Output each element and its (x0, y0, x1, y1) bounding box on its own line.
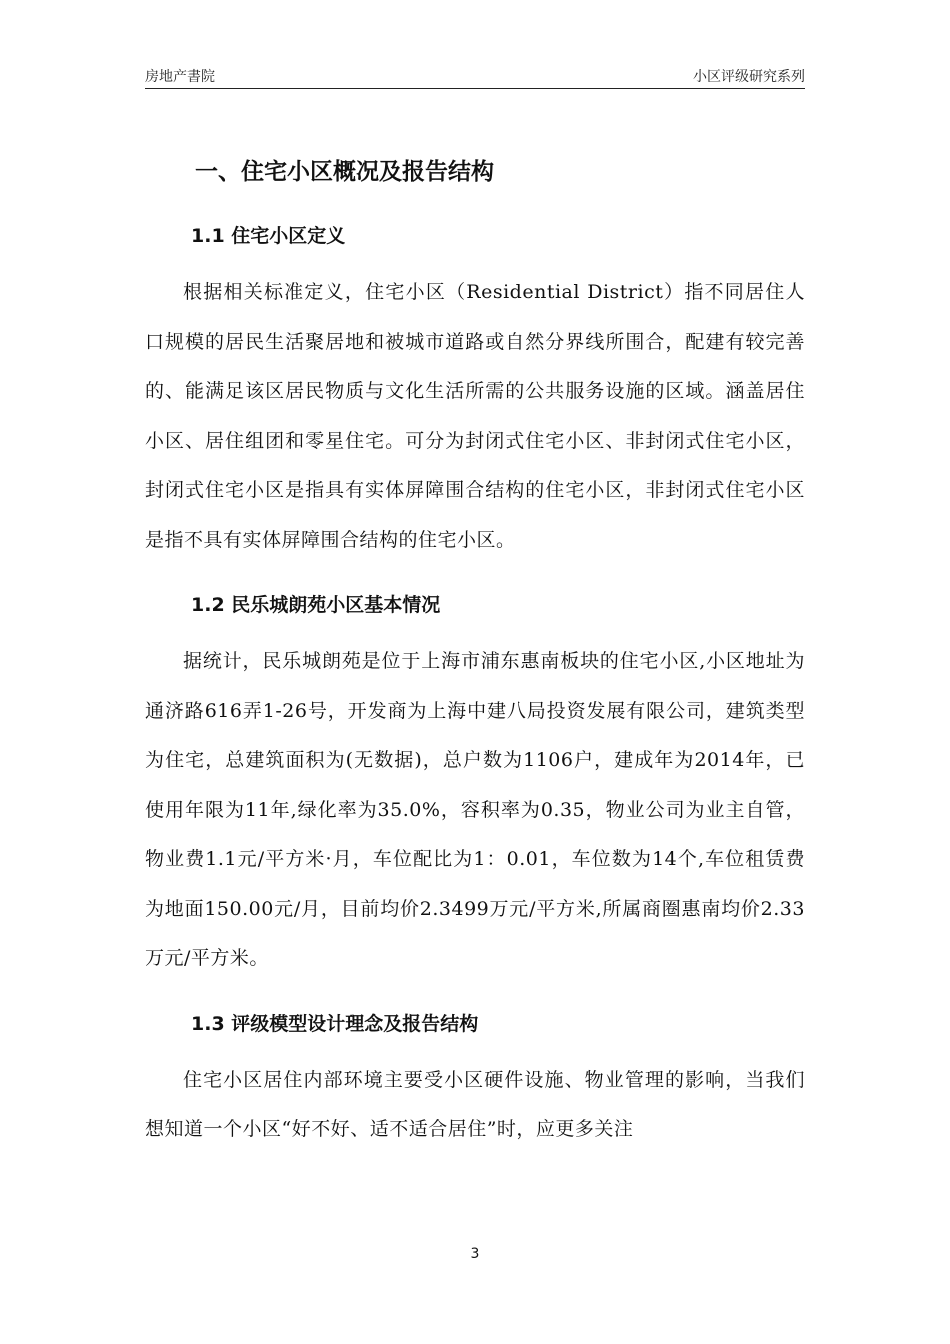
page-header (145, 66, 805, 89)
chapter-title: 一、住宅小区概况及报告结构 (195, 159, 494, 185)
page-number: 3 (470, 1246, 480, 1262)
section-paragraph-1-2: 据统计，民乐城朗苑是位于上海市浦东惠南板块的住宅小区,小区地址为通济路616弄1-26号，开发商为上海中建八局投资发展有限公司，建筑类型为住宅，总建筑面积为(无数据)，总户数为1106户，建成年为2014年，已使用年限为11年,绿化率为35.0%，容积率为0.35，物业公司为业主自管，物业费1.1元/平方米·月，车位配比为1：0.01，车位数为14个,车位租赁费为地面150.00元/月，目前均价2.3499万元/平方米,所属商圈惠南均价2.33万元/平方米。 (145, 650, 805, 969)
page-body (145, 140, 805, 1155)
header-series-title: 小区评级研究系列 (693, 69, 805, 85)
section-paragraph-1-1: 根据相关标准定义，住宅小区（Residential District）指不同居住人口规模的居民生活聚居地和被城市道路或自然分界线所围合，配建有较完善的、能满足该区居民物质与文化生活所需的公共服务设施的区域。涵盖居住小区、居住组团和零星住宅。可分为封闭式住宅小区、非封闭式住宅小区，封闭式住宅小区是指具有实体屏障围合结构的住宅小区，非封闭式住宅小区是指不具有实体屏障围合结构的住宅小区。 (145, 281, 805, 551)
header-publisher: 房地产書院 (145, 69, 215, 85)
section-title-1-3: 1.3 评级模型设计理念及报告结构 (191, 1012, 479, 1035)
section-paragraph-1-3: 住宅小区居住内部环境主要受小区硬件设施、物业管理的影响，当我们想知道一个小区“好不好、适不适合居住”时，应更多关注 (145, 1068, 805, 1140)
section-title-1-1: 1.1 住宅小区定义 (191, 225, 346, 247)
section-title-1-2: 1.2 民乐城朗苑小区基本情况 (191, 594, 441, 616)
